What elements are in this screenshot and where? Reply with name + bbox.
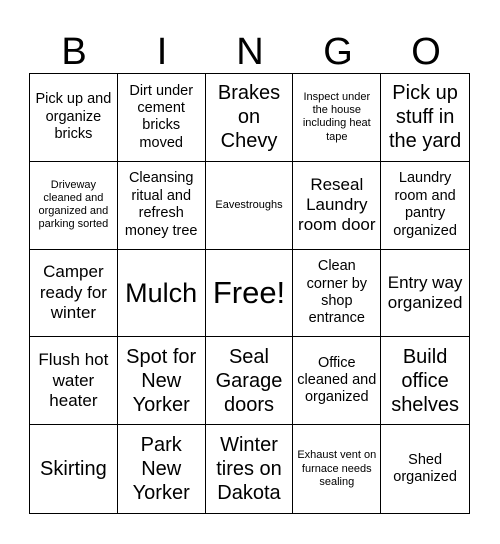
bingo-cell: Eavestroughs — [206, 162, 294, 250]
bingo-cell: Laundry room and pantry organized — [381, 162, 469, 250]
bingo-cell: Shed organized — [393, 451, 457, 486]
header-letter-n: N — [236, 30, 264, 73]
bingo-cell: Entry way organized — [381, 250, 469, 338]
bingo-cell: Exhaust vent on furnace needs sealing — [293, 425, 381, 513]
bingo-cell: Cleansing ritual and refresh money tree — [118, 162, 206, 250]
bingo-cell: Office cleaned and organized — [293, 337, 381, 425]
header-letter-o: O — [411, 30, 441, 73]
bingo-cell: Dirt under cement bricks moved — [118, 74, 206, 162]
bingo-cell: Mulch — [118, 250, 206, 338]
bingo-cell: Seal Garage doors — [206, 337, 294, 425]
bingo-cell: Flush hot water heater — [30, 337, 118, 425]
bingo-cell: Pick up and organize bricks — [30, 74, 118, 162]
bingo-cell: Park New Yorker — [118, 425, 206, 513]
bingo-cell: Skirting — [30, 425, 118, 513]
bingo-cell: Brakes on Chevy — [206, 74, 294, 162]
bingo-board — [29, 73, 470, 514]
bingo-cell: Pick up stuff in the yard — [381, 74, 469, 162]
bingo-free-cell: Free! — [206, 250, 294, 338]
header-letter-g: G — [323, 30, 353, 73]
bingo-cell: Driveway cleaned and organized and parking sorted — [30, 162, 118, 250]
bingo-cell: Reseal Laundry room door — [293, 162, 381, 250]
bingo-cell: Winter tires on Dakota — [206, 425, 294, 513]
bingo-cell: Build office shelves — [381, 337, 469, 425]
bingo-header — [30, 30, 470, 74]
bingo-cell: Spot for New Yorker — [118, 337, 206, 425]
bingo-cell: Camper ready for winter — [30, 250, 118, 338]
bingo-cell: Inspect under the house including heat tape — [293, 74, 381, 162]
bingo-cell: Clean corner by shop entrance — [293, 250, 381, 338]
header-letter-i: I — [156, 30, 168, 73]
header-letter-b: B — [61, 30, 87, 73]
